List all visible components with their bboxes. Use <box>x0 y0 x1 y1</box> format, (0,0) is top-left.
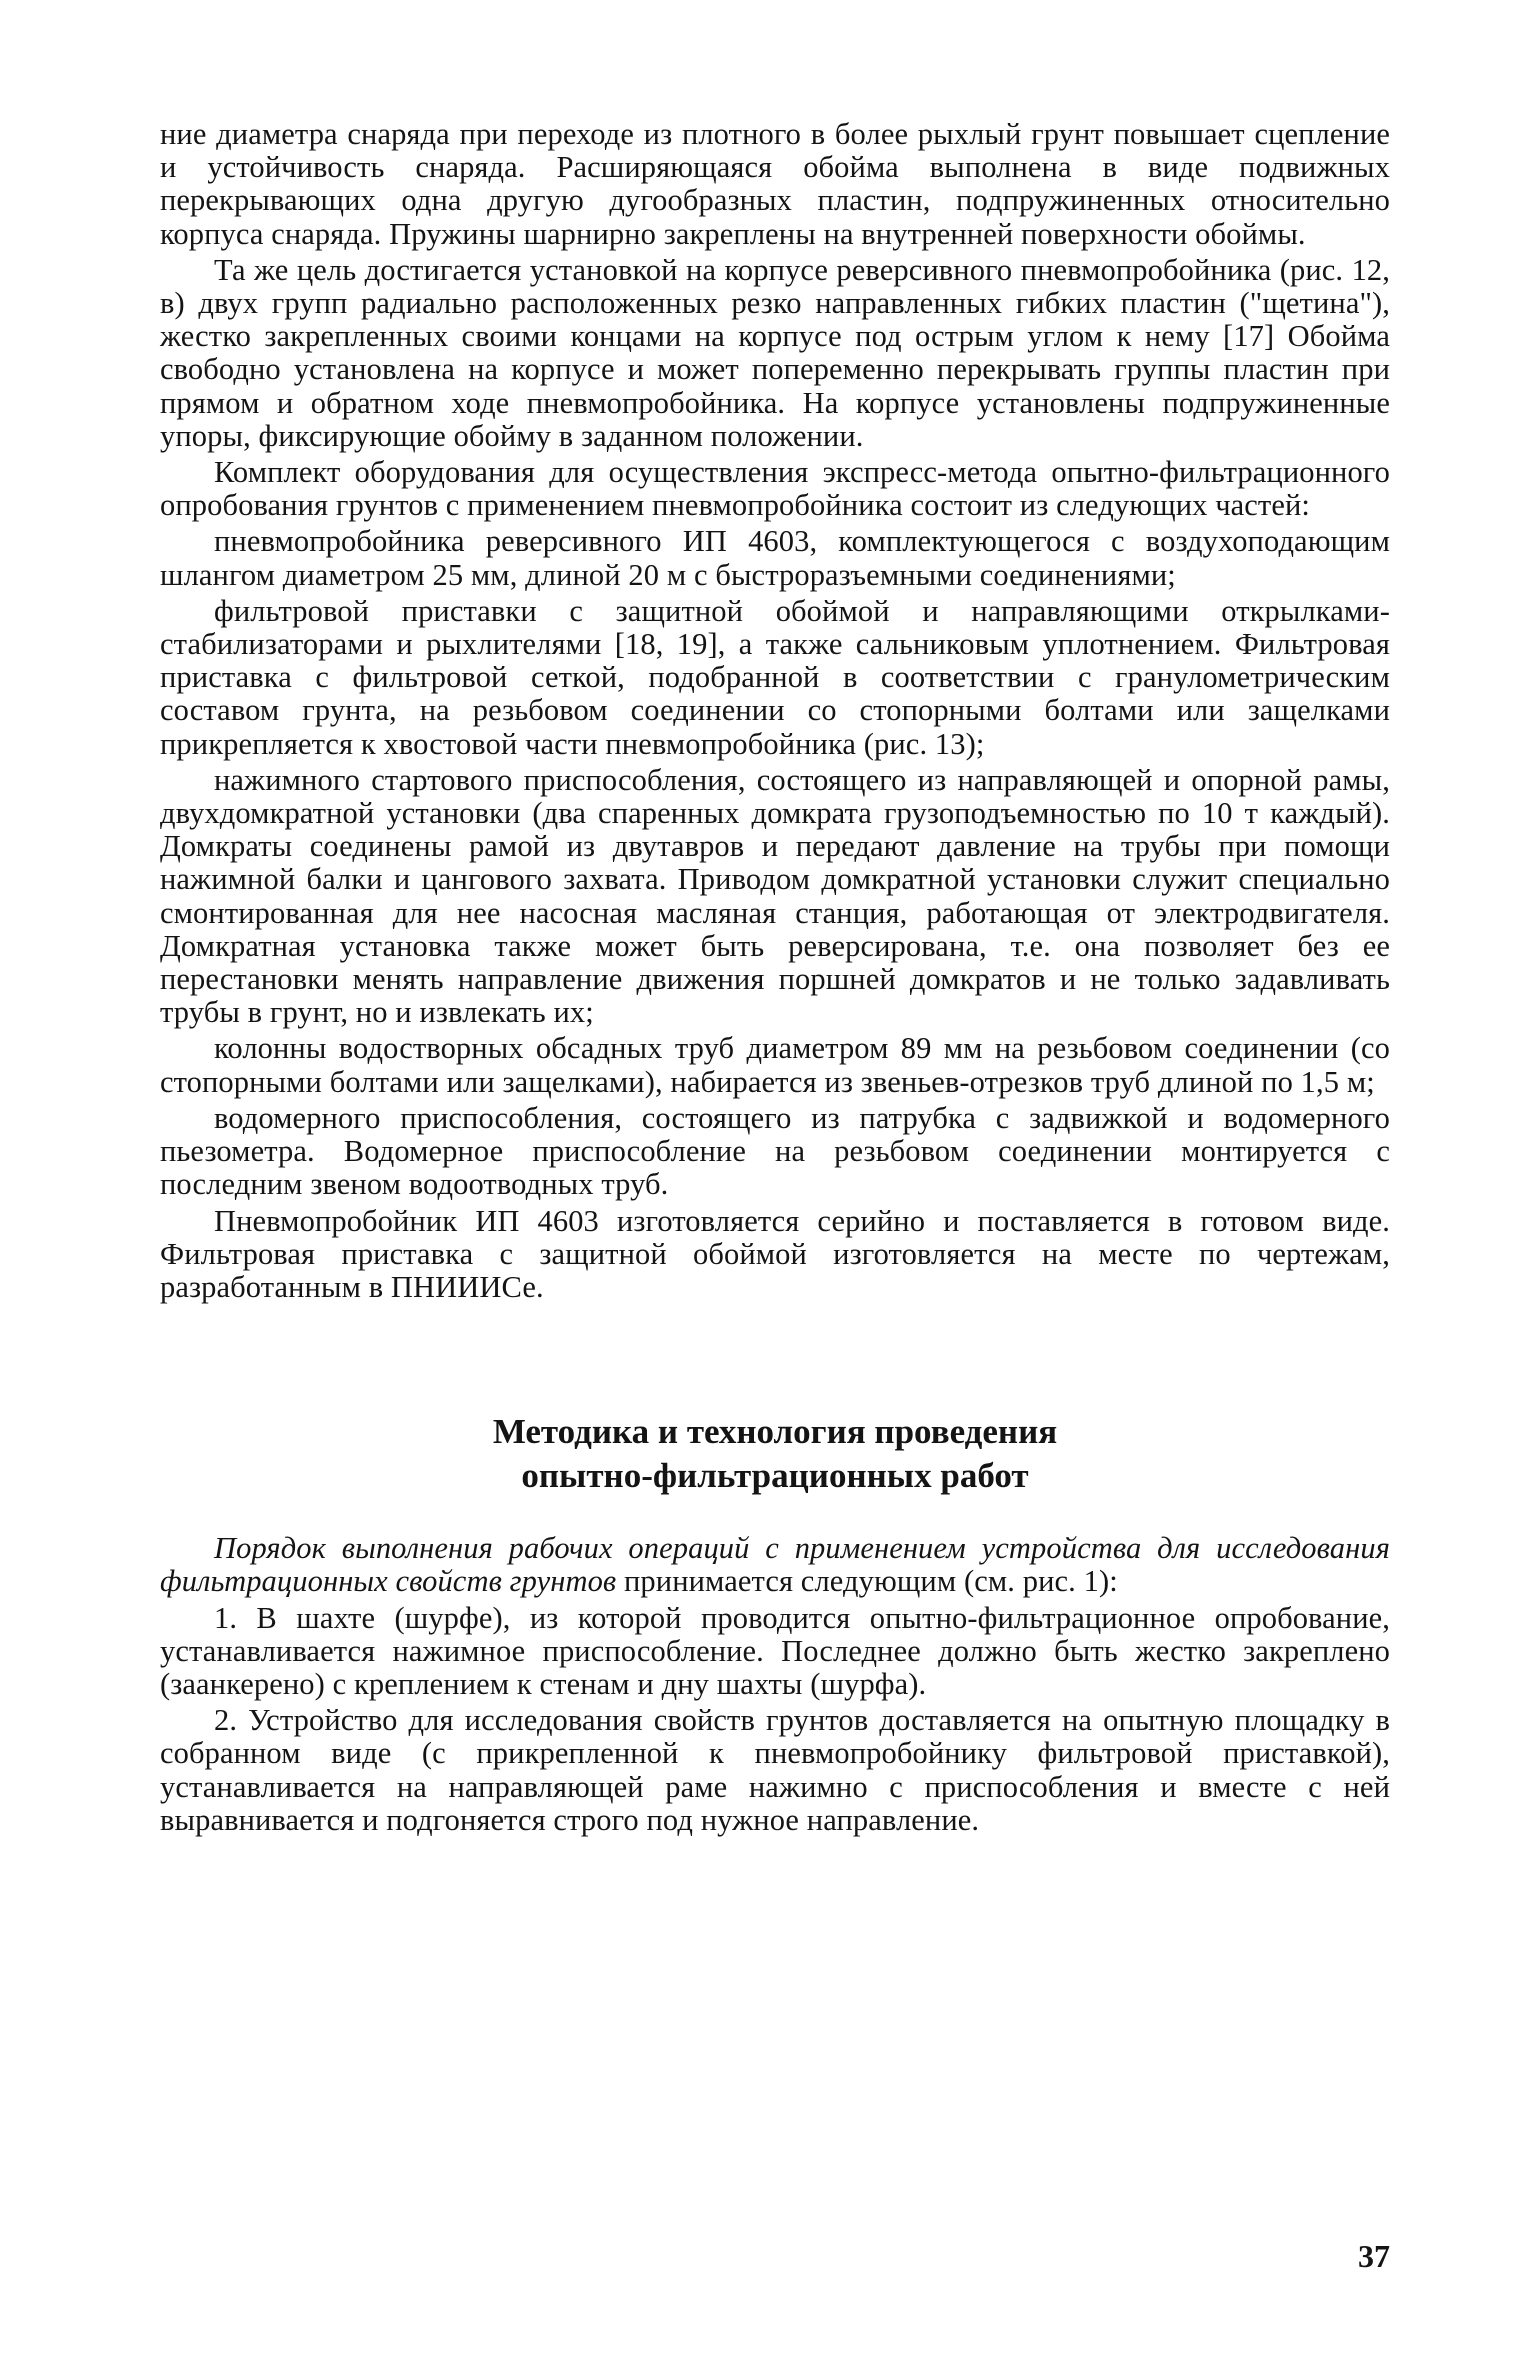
paragraph-procedure-intro <box>160 1532 1390 1598</box>
paragraph-serial-production: Пневмопробойник ИП 4603 изготовляется серийно и поставляется в готовом виде. Фильтровая приставка с защитной обоймой изготовляется на месте по чертежам, разработанным в ПНИИИСе. <box>160 1203 1390 1304</box>
intro-italic-text: Порядок выполнения рабочих операций с применением устройства для исследования фильтрационных свойств грунтов <box>160 1531 1390 1599</box>
paragraph-continuation: ние диаметра снаряда при переходе из плотного в более рыхлый грунт повышает сцепление и устойчивость снаряда. Расширяющаяся обойма выполнена в виде подвижных перекрывающих одна другую дугообразных пластин, подпружиненных относительно корпуса снаряда. Пружины шарнирно закреплены на внутренней поверхности обоймы. <box>160 117 1390 251</box>
section-heading <box>160 1410 1390 1498</box>
list-item-pressing-device: нажимного стартового приспособления, состоящего из направляющей и опорной рамы, двухдомкратной установки (два спаренных домкрата грузоподъемностью по 10 т каждый). Домкраты соединены рамой из двутавров и передают давление на трубы при помощи нажимной балки и цангового захвата. Приводом домкратной установки служит специально смонтированная для нее насосная масляная станция, работающая от электродвигателя. Домкратная установка также может быть реверсирована, т.е. она позволяет без ее перестановки менять направление движения поршней домкратов и не только задавливать трубы в грунт, но и извлекать их; <box>160 762 1390 1030</box>
section-heading-line-2: опытно-фильтрационных работ <box>521 1456 1029 1496</box>
step-2: 2. Устройство для исследования свойств грунтов доставляется на опытную площадку в собранном виде (с прикрепленной к пневмопробойнику фильтровой приставкой), устанавливается на направляющей раме нажимно с приспособления и вместе с ней выравнивается и подгоняется строго под нужное направление. <box>160 1703 1390 1837</box>
paragraph-reverse-piercer: Та же цель достигается установкой на корпусе реверсивного пневмопробойника (рис. 12, в) двух групп радиально расположенных резко направленных гибких пластин ("щетина"), жестко закрепленных своими концами на корпусе под острым углом к нему [17] Обойма свободно установлена на корпусе и может попеременно перекрывать группы пластин при прямом и обратном ходе пневмопробойника. На корпусе установлены подпружиненные упоры, фиксирующие обойму в заданном положении. <box>160 252 1390 453</box>
list-item-casing-column: колонны водостворных обсадных труб диаметром 89 мм на резьбовом соединении (со стопорными болтами или защелками), набирается из звеньев-отрезков труб длиной по 1,5 м; <box>160 1031 1390 1099</box>
document-page <box>160 118 1390 1840</box>
list-item-filter-attachment: фильтровой приставки с защитной обоймой и направляющими открылками-стабилизаторами и рыхлителями [18, 19], а также сальниковым уплотнением. Фильтровая приставка с фильтровой сеткой, подобранной в соответствии с гранулометрическим составом грунта, на резьбовом соединении со стопорными болтами или защелками прикрепляется к хвостовой части пневмопробойника (рис. 13); <box>160 593 1390 761</box>
section-heading-line-1: Методика и технология проведения <box>492 1412 1058 1452</box>
list-item-water-meter: водомерного приспособления, состоящего из патрубка с задвижкой и водомерного пьезометра. Водомерное приспособление на резьбовом соединении монтируется с последним звеном водоотводных труб. <box>160 1100 1390 1202</box>
paragraph-equipment-set: Комплект оборудования для осуществления экспресс-метода опытно-фильтрационного опробования грунтов с применением пневмопробойника состоит из следующих частей: <box>160 455 1390 523</box>
list-item-pneumopiercer: пневмопробойника реверсивного ИП 4603, комплектующегося с воздухоподающим шлангом диаметром 25 мм, длиной 20 м с быстроразъемными соединениями; <box>160 524 1390 592</box>
intro-rest-text: принимается следующим (см. рис. 1): <box>616 1564 1118 1599</box>
page-number: 37 <box>1358 2238 1390 2274</box>
step-1: 1. В шахте (шурфе), из которой проводится опытно-фильтрационное опробование, устанавливается нажимное приспособление. Последнее должно быть жестко закреплено (заанкерено) с креплением к стенам и дну шахты (шурфа). <box>160 1600 1390 1701</box>
